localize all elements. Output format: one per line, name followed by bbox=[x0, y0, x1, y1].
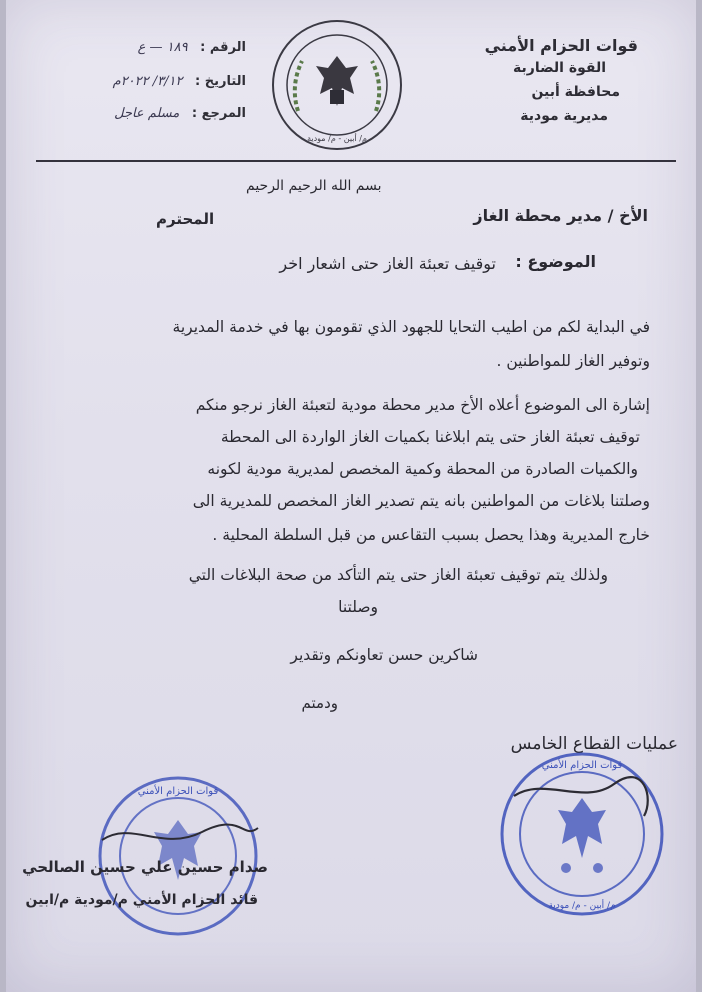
header-divider bbox=[36, 160, 676, 162]
date-value: ٣/١٢/ ٢٠٢٢م bbox=[112, 74, 183, 89]
honorific: المحترم bbox=[156, 210, 215, 228]
date-label: التاريخ : bbox=[195, 74, 246, 89]
right-stamp-bottom-text: م/ أبين - م/ مودية bbox=[548, 901, 616, 911]
addressee: الأخ / مدير محطة الغاز bbox=[473, 206, 648, 225]
closing-line: ودمتم bbox=[301, 694, 338, 712]
org-governorate: محافظة أبين bbox=[531, 84, 620, 100]
ref-number bbox=[46, 40, 246, 55]
emblem-ring-text: م/ أبين - م/ مودية bbox=[307, 134, 367, 143]
org-unit: القوة الضاربة bbox=[513, 60, 606, 76]
official-stamp-right-icon bbox=[494, 746, 670, 922]
subject-label: الموضوع : bbox=[515, 252, 596, 271]
subject-text: توقيف تعبئة الغاز حتى اشعار اخر bbox=[279, 254, 496, 273]
org-name: قوات الحزام الأمني bbox=[484, 36, 638, 55]
basmala: بسم الله الرحيم الرحيم bbox=[246, 178, 382, 194]
left-stamp-top-text: قوات الحزام الأمني bbox=[137, 786, 219, 797]
para3-line1: ولذلك يتم توقيف تعبئة الغاز حتى يتم التأكد من صحة البلاغات التي bbox=[188, 566, 608, 584]
eagle-emblem-icon bbox=[268, 16, 406, 154]
thanks-line: شاكرين حسن تعاونكم وتقدير bbox=[290, 646, 478, 664]
right-stamp-top-text: قوات الحزام الأمني bbox=[541, 760, 623, 771]
attachment-value: مسلم عاجل bbox=[114, 106, 180, 121]
para2-line2: توقيف تعبئة الغاز حتى يتم ابلاغنا بكميات الغاز الواردة الى المحطة bbox=[220, 428, 640, 446]
para3-line2: وصلتنا bbox=[338, 598, 378, 616]
para2-line5: خارج المديرية وهذا يحصل بسبب التقاعس من قبل السلطة المحلية . bbox=[212, 526, 650, 544]
para2-line3: والكميات الصادرة من المحطة وكمية المخصص لمديرية مودية لكونه bbox=[207, 460, 638, 478]
para1-line1: في البداية لكم من اطيب التحايا للجهود الذي تقومون بها في خدمة المديرية bbox=[172, 318, 650, 336]
ops-title: عمليات القطاع الخامس bbox=[510, 734, 678, 754]
para1-line2: وتوفير الغاز للمواطنين . bbox=[496, 352, 650, 370]
ref-label: الرقم : bbox=[200, 40, 246, 55]
para2-line4: وصلتنا بلاغات من المواطنين بانه يتم تصدير الغاز المخصص للمديرية الى bbox=[192, 492, 650, 510]
official-stamp-left-icon bbox=[92, 770, 264, 942]
date-field bbox=[46, 74, 246, 89]
signer-title: قائد الحزام الأمني م/مودية م/ابين bbox=[25, 892, 258, 908]
attachment-field bbox=[46, 106, 246, 121]
ref-value: ١٨٩ — ع bbox=[137, 40, 188, 55]
signer-name: صدام حسين علي حسين الصالحي bbox=[22, 858, 268, 876]
para2-line1: إشارة الى الموضوع أعلاه الأخ مدير محطة مودية لتعبئة الغاز نرجو منكم bbox=[195, 396, 650, 414]
org-district: مديرية مودية bbox=[520, 108, 608, 124]
letter-paper bbox=[6, 0, 696, 992]
attachment-label: المرجع : bbox=[191, 106, 246, 121]
